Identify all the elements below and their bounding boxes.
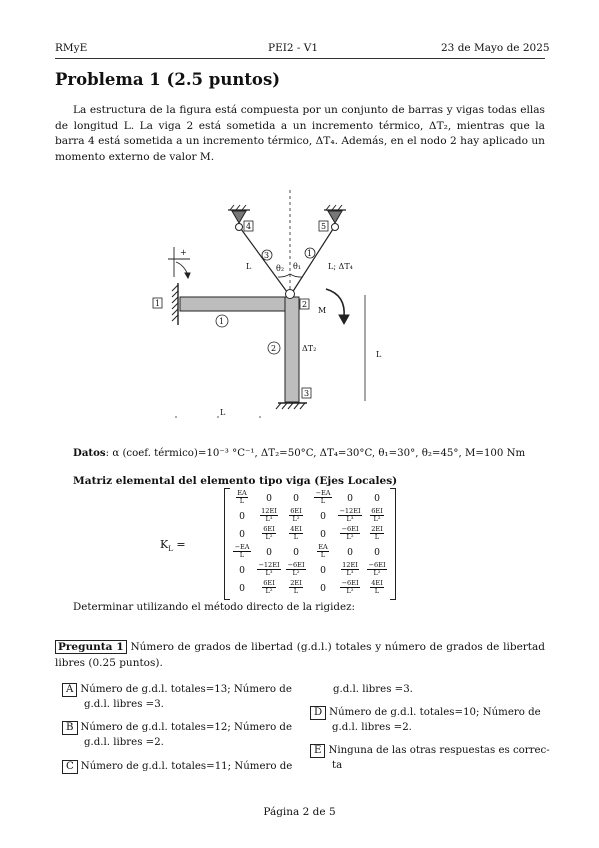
page-footer: Página 2 de 5 xyxy=(263,806,336,818)
theta2-label: θ₂ xyxy=(276,264,285,273)
matrix-cell: $\frac{6EI}{\text{L²}}$ xyxy=(263,525,275,541)
matrix-cell: $\frac{6EI}{\text{L²}}$ xyxy=(371,507,383,523)
matrix-cell: 0 xyxy=(320,511,326,522)
axis-plus: + xyxy=(180,248,187,257)
matrix-cell: 0 xyxy=(320,583,326,594)
option-a[interactable]: A Número de g.d.l. totales=13; Número de g.d.l. libres =3. xyxy=(62,683,302,712)
node-label-2: 2 xyxy=(302,300,308,309)
matrix-cell: 0 xyxy=(266,493,272,504)
matrix-cell: $\frac{2EI}{L}$ xyxy=(290,579,302,595)
header-left: RMyE xyxy=(55,42,88,54)
matrix-cell: 0 xyxy=(239,565,245,576)
elem-label-1-bar: 1 xyxy=(307,249,313,258)
matrix-cell: $\frac{-6EI}{\text{L²}}$ xyxy=(287,561,305,577)
option-letter: C xyxy=(62,760,78,774)
data-label: Datos xyxy=(73,447,106,459)
option-d[interactable]: D Número de g.d.l. totales=10; Número de g.d.l. libres =2. xyxy=(310,706,550,735)
matrix-cell: 0 xyxy=(320,565,326,576)
matrix-cell: $\frac{6EI}{\text{L²}}$ xyxy=(290,507,302,523)
option-b[interactable]: B Número de g.d.l. totales=12; Número de g.d.l. libres =2. xyxy=(62,721,302,750)
question-label: Pregunta 1 xyxy=(55,640,127,654)
bar-right-label: L; ΔT₄ xyxy=(328,262,353,271)
elem-label-2: 2 xyxy=(271,344,277,353)
matrix-cell: 0 xyxy=(239,529,245,540)
matrix-cell: $\frac{-6EI}{\text{L²}}$ xyxy=(368,561,386,577)
node-label-3: 3 xyxy=(304,389,310,398)
matrix-cell: $\frac{-EA}{L}$ xyxy=(315,489,331,505)
structure-figure xyxy=(150,185,400,420)
matrix-cell: 0 xyxy=(239,511,245,522)
stiffness-matrix xyxy=(224,488,396,600)
option-letter: E xyxy=(310,744,325,758)
matrix-cell: $\frac{12EI}{\text{L³}}$ xyxy=(261,507,277,523)
node-label-4: 4 xyxy=(246,222,252,231)
theta1-label: θ₁ xyxy=(293,262,302,271)
method-instruction: Determinar utilizando el método directo de la rigidez: xyxy=(73,601,355,613)
header-rule xyxy=(55,58,545,59)
beam-1 xyxy=(180,297,292,311)
problem-title: Problema 1 (2.5 puntos) xyxy=(55,70,281,89)
matrix-cell: $\frac{-6EI}{\text{L²}}$ xyxy=(341,525,359,541)
matrix-cell: 0 xyxy=(347,547,353,558)
matrix-title: Matriz elemental del elemento tipo viga (Ejes Locales) xyxy=(73,475,398,487)
option-c[interactable]: C Número de g.d.l. totales=11; Número de xyxy=(62,760,302,775)
data-line xyxy=(73,447,525,459)
node-label-5: 5 xyxy=(321,222,327,231)
matrix-cell: 0 xyxy=(293,493,299,504)
question-1 xyxy=(55,640,545,671)
dim-horizontal-label: L xyxy=(220,408,226,417)
beam-2 xyxy=(285,297,299,402)
matrix-cell: $\frac{4EI}{L}$ xyxy=(371,579,383,595)
matrix-cell: 0 xyxy=(374,547,380,558)
moment-label: M xyxy=(318,306,327,315)
option-letter: D xyxy=(310,706,326,720)
matrix-cell: 0 xyxy=(266,547,272,558)
matrix-cell: $\frac{-6EI}{\text{L²}}$ xyxy=(341,579,359,595)
option-c-continued: g.d.l. libres =3. xyxy=(333,684,413,695)
node-label-1: 1 xyxy=(155,299,161,308)
data-text: : α (coef. térmico)=10⁻³ °C⁻¹, ΔT₂=50°C, ΔT₄=30°C, θ₁=30°, θ₂=45°, M=100 Nm xyxy=(105,448,526,459)
matrix-cell: 0 xyxy=(293,547,299,558)
matrix-cell: $\frac{EA}{L}$ xyxy=(318,543,328,559)
matrix-cell: 0 xyxy=(374,493,380,504)
matrix-cell: $\frac{-EA}{L}$ xyxy=(234,543,250,559)
beam2-temp-label: ΔT₂ xyxy=(302,344,317,353)
matrix-cell: 0 xyxy=(320,529,326,540)
matrix-cell: $\frac{EA}{L}$ xyxy=(237,489,247,505)
matrix-cell: $\frac{6EI}{\text{L²}}$ xyxy=(263,579,275,595)
matrix-label: $K_L$ = xyxy=(160,538,186,554)
option-e[interactable]: E Ninguna de las otras respuestas es correc- ta xyxy=(310,744,550,773)
matrix-cell: $\frac{12EI}{\text{L³}}$ xyxy=(342,561,358,577)
matrix-cell: 0 xyxy=(347,493,353,504)
matrix-cell: 0 xyxy=(239,583,245,594)
header-center: PEI2 - V1 xyxy=(268,42,319,54)
matrix-cell: $\frac{-12EI}{\text{L³}}$ xyxy=(339,507,361,523)
matrix-cell: $\frac{2EI}{L}$ xyxy=(371,525,383,541)
dim-vertical-label: L xyxy=(376,350,382,359)
bar-left-label: L xyxy=(246,262,252,271)
header-right: 23 de Mayo de 2025 xyxy=(441,42,550,54)
problem-statement: La estructura de la figura está compuesta por un conjunto de barras y vigas todas ellas de longitud L. La viga 2 está sometida a un incremento térmico, ΔT₂, mientras que la barra 4 está sometida a un incremento térmico, ΔT₄. Además, en el nodo 2 hay aplicado un momento externo de valor M. xyxy=(55,104,545,163)
option-letter: A xyxy=(62,683,77,697)
matrix-cell: $\frac{-12EI}{\text{L³}}$ xyxy=(258,561,280,577)
matrix-cell: $\frac{4EI}{L}$ xyxy=(290,525,302,541)
elem-label-1-beam: 1 xyxy=(219,317,225,326)
option-letter: B xyxy=(62,721,78,735)
question-text: Número de grados de libertad (g.d.l.) totales y número de grados de libertad libres (0.25 puntos). xyxy=(55,641,545,669)
elem-label-3: 3 xyxy=(264,251,270,260)
